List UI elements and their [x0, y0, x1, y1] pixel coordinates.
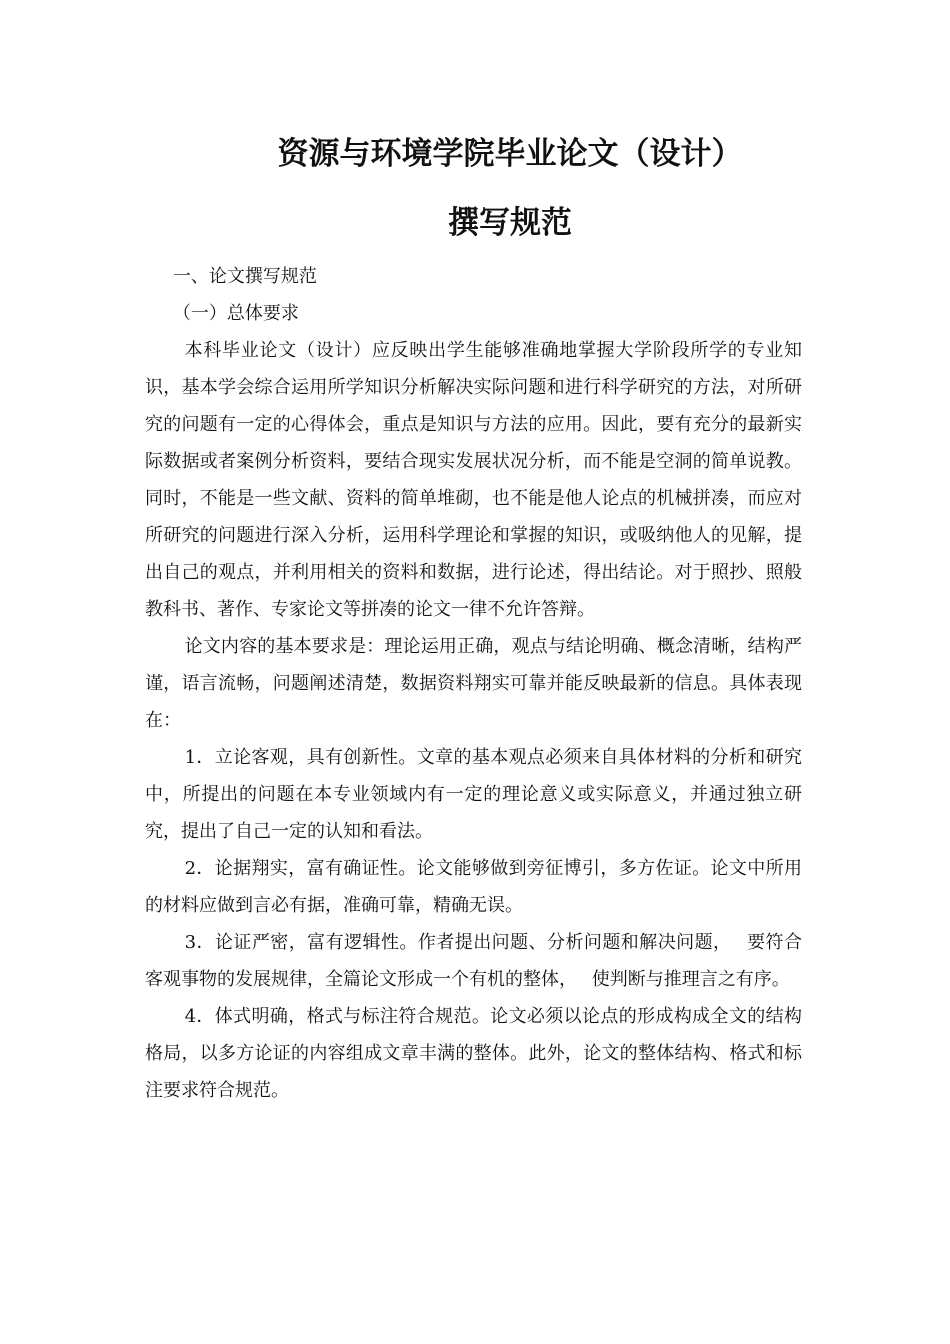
document-title-line-2: 撰写规范	[448, 205, 572, 241]
document-body	[145, 258, 802, 1109]
paragraph-overview: 本科毕业论文（设计）应反映出学生能够准确地掌握大学阶段所学的专业知识，基本学会综合运用所学知识分析解决实际问题和进行科学研究的方法，对所研究的问题有一定的心得体会，重点是知识与方法的应用。因此，要有充分的最新实际数据或者案例分析资料，要结合现实发展状况分析，而不能是空洞的简单说教。同时，不能是一些文献、资料的简单堆砌，也不能是他人论点的机械拼凑，而应对所研究的问题进行深入分析，运用科学理论和掌握的知识，或吸纳他人的见解，提出自己的观点，并利用相关的资料和数据，进行论述，得出结论。对于照抄、照般教科书、著作、专家论文等拼凑的论文一律不允许答辩。	[145, 340, 802, 620]
paragraph-item-3: 3．论证严密，富有逻辑性。作者提出问题、分析问题和解决问题， 要符合客观事物的发展规律，全篇论文形成一个有机的整体， 使判断与推理言之有序。	[145, 932, 802, 990]
document-title-line-1: 资源与环境学院毕业论文（设计）	[277, 136, 743, 172]
section-heading: 一、论文撰写规范	[172, 266, 317, 287]
subsection-heading: （一）总体要求	[172, 303, 299, 324]
paragraph-item-4: 4．体式明确，格式与标注符合规范。论文必须以论点的形成构成全文的结构格局，以多方论证的内容组成文章丰满的整体。此外，论文的整体结构、格式和标注要求符合规范。	[145, 1006, 802, 1101]
paragraph-requirements: 论文内容的基本要求是：理论运用正确，观点与结论明确、概念清晰，结构严谨，语言流畅，问题阐述清楚，数据资料翔实可靠并能反映最新的信息。具体表现在：	[145, 636, 802, 731]
paragraph-item-1: 1．立论客观，具有创新性。文章的基本观点必须来自具体材料的分析和研究中，所提出的问题在本专业领域内有一定的理论意义或实际意义，并通过独立研究，提出了自己一定的认知和看法。	[145, 747, 802, 842]
paragraph-item-2: 2．论据翔实，富有确证性。论文能够做到旁征博引，多方佐证。论文中所用的材料应做到言必有据，准确可靠，精确无误。	[145, 858, 802, 916]
